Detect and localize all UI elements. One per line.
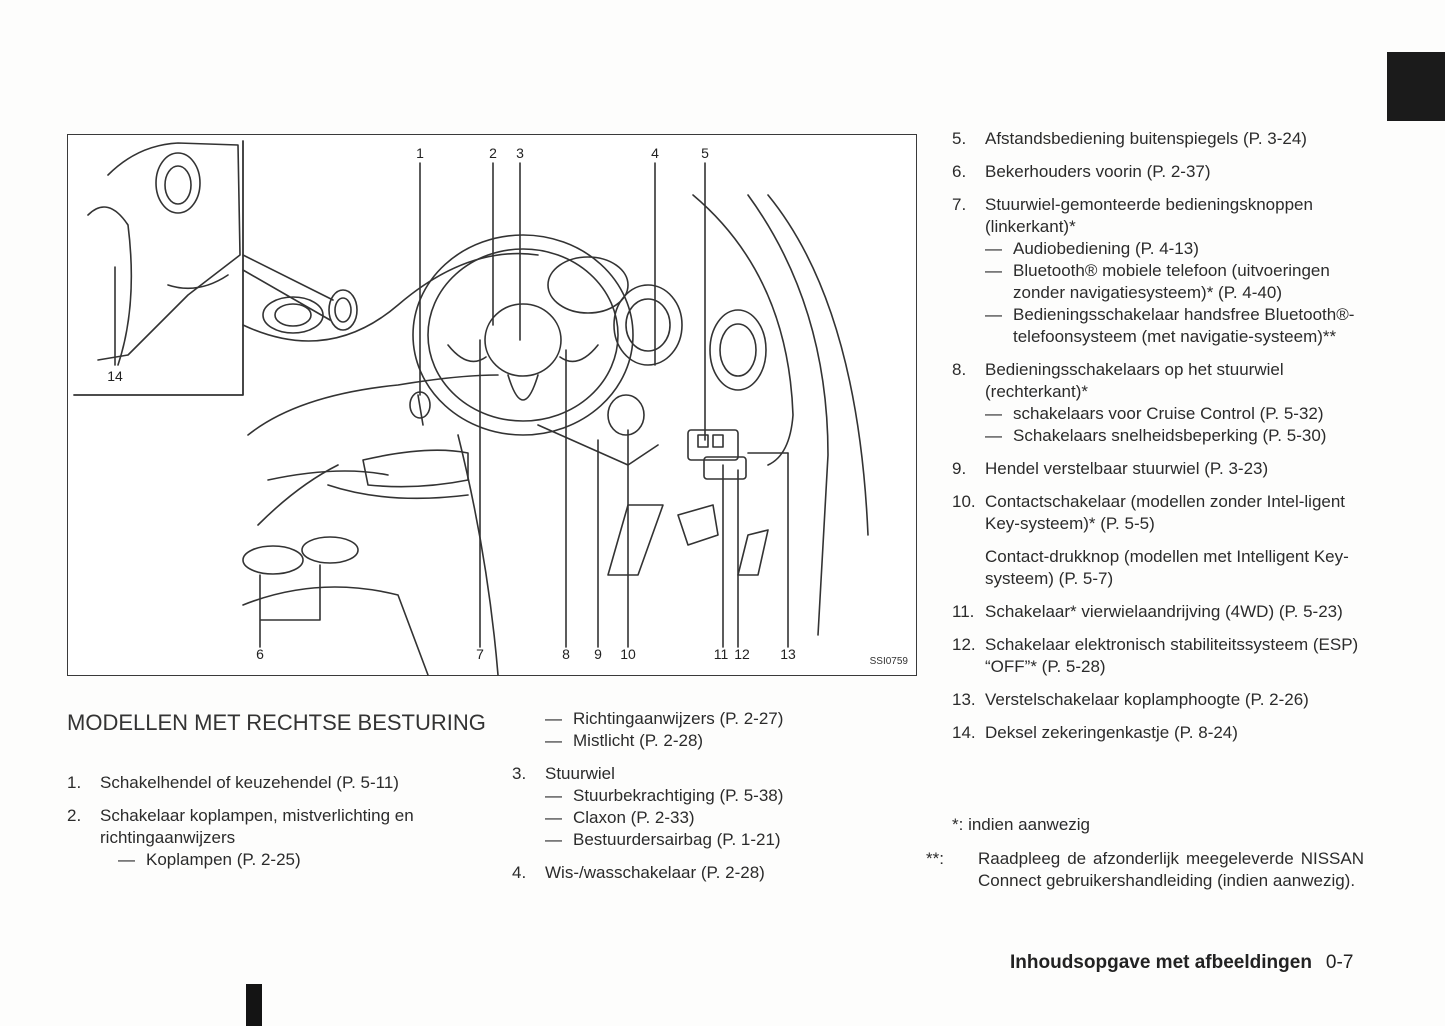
list-item-4 bbox=[512, 862, 832, 884]
list-item-9 bbox=[952, 458, 1364, 480]
sub-item: — Schakelaars snelheidsbeperking (P. 5-30) bbox=[985, 426, 1327, 445]
callout-9: 9 bbox=[594, 646, 602, 662]
callout-13: 13 bbox=[780, 646, 796, 662]
item-text: Bekerhouders voorin (P. 2-37) bbox=[985, 162, 1211, 181]
sub-list bbox=[545, 708, 832, 752]
item-text: Schakelaar elektronisch stabiliteitssysteem (ESP) “OFF”* (P. 5-28) bbox=[985, 635, 1359, 676]
item-number: 13. bbox=[952, 690, 976, 709]
item-text: Afstandsbediening buitenspiegels (P. 3-24) bbox=[985, 129, 1307, 148]
list-right-column bbox=[952, 128, 1364, 755]
footnote-text: indien aanwezig bbox=[968, 815, 1090, 834]
item-text: Bedieningsschakelaars op het stuurwiel (rechterkant)* bbox=[985, 360, 1284, 401]
callout-2: 2 bbox=[489, 145, 497, 161]
list-item-12 bbox=[952, 634, 1364, 678]
list-item-6 bbox=[952, 161, 1364, 183]
page-edge-bar bbox=[246, 984, 262, 1026]
item-number: 3. bbox=[512, 764, 527, 783]
item-number: 14. bbox=[952, 723, 976, 742]
footnote-key: *: bbox=[952, 815, 964, 834]
item-text: Wis-/wasschakelaar (P. 2-28) bbox=[545, 863, 765, 882]
footnote-key: **: bbox=[926, 849, 944, 868]
sub-item: — Audiobediening (P. 4-13) bbox=[985, 239, 1199, 258]
sub-item: — Richtingaanwijzers (P. 2-27) bbox=[545, 709, 784, 728]
item-number: 1. bbox=[67, 773, 82, 792]
item-text: Contactschakelaar (modellen zonder Intel-ligent Key-systeem)* (P. 5-5) bbox=[985, 492, 1346, 533]
list-item-2 bbox=[67, 805, 447, 871]
sub-item: — Mistlicht (P. 2-28) bbox=[545, 731, 704, 750]
footnote-single-star bbox=[952, 814, 1364, 836]
figure-code: SSI0759 bbox=[869, 656, 908, 667]
item-text: Schakelaar koplampen, mistverlichting en richtingaanwijzers bbox=[100, 806, 414, 847]
item-number: 11. bbox=[952, 602, 975, 621]
item-number: 6. bbox=[952, 162, 967, 181]
section-heading: MODELLEN MET RECHTSE BESTURING bbox=[67, 710, 486, 735]
item-text: Schakelhendel of keuzehendel (P. 5-11) bbox=[100, 773, 399, 792]
item-number: 12. bbox=[952, 635, 976, 654]
sub-list bbox=[545, 785, 832, 851]
item-number: 9. bbox=[952, 459, 967, 478]
callout-1: 1 bbox=[416, 145, 424, 161]
sub-list bbox=[100, 849, 447, 871]
callout-14: 14 bbox=[107, 368, 123, 384]
item-number: 7. bbox=[952, 195, 967, 214]
list-item-14 bbox=[952, 722, 1364, 744]
item-text: Deksel zekeringenkastje (P. 8-24) bbox=[985, 723, 1238, 742]
callout-8: 8 bbox=[562, 646, 570, 662]
list-item-13 bbox=[952, 689, 1364, 711]
item-text: Stuurwiel-gemonteerde bedieningsknoppen (linkerkant)* bbox=[985, 195, 1313, 236]
item-extra-text: Contact-drukknop (modellen met Intelligent Key-systeem) (P. 5-7) bbox=[985, 547, 1349, 588]
dashboard-illustration bbox=[67, 134, 917, 676]
list-item-10 bbox=[952, 491, 1364, 590]
sub-list bbox=[985, 403, 1364, 447]
chapter-tab-marker bbox=[1387, 52, 1445, 121]
footnote-double-star bbox=[926, 848, 1364, 892]
item-number: 2. bbox=[67, 806, 82, 825]
callout-5: 5 bbox=[701, 145, 709, 161]
sub-item: — Stuurbekrachtiging (P. 5-38) bbox=[545, 786, 784, 805]
item-text: Hendel verstelbaar stuurwiel (P. 3-23) bbox=[985, 459, 1269, 478]
list-middle-column bbox=[512, 708, 832, 895]
list-item-2-continued bbox=[512, 708, 832, 752]
callout-7: 7 bbox=[476, 646, 484, 662]
item-number: 4. bbox=[512, 863, 527, 882]
footer-title: Inhoudsopgave met afbeeldingen bbox=[1010, 952, 1312, 973]
page-footer bbox=[1010, 952, 1353, 974]
sub-item: — Claxon (P. 2-33) bbox=[545, 808, 695, 827]
item-text: Stuurwiel bbox=[545, 764, 615, 783]
item-number: 5. bbox=[952, 129, 967, 148]
callout-11: 11 bbox=[713, 646, 729, 662]
item-number: 10. bbox=[952, 492, 976, 511]
callout-4: 4 bbox=[651, 145, 659, 161]
callout-10: 10 bbox=[620, 646, 636, 662]
list-item-3 bbox=[512, 763, 832, 851]
list-item-8 bbox=[952, 359, 1364, 447]
sub-item: — Koplampen (P. 2-25) bbox=[118, 850, 301, 869]
sub-item: — Bluetooth® mobiele telefoon (uitvoeringen zonder navigatiesysteem)* (P. 4-40) bbox=[985, 261, 1330, 302]
list-left-column bbox=[67, 772, 447, 882]
footnote-text: Raadpleeg de afzonderlijk meegeleverde NISSAN Connect gebruikershandleiding (indien aanwezig). bbox=[978, 849, 1364, 890]
list-item-11 bbox=[952, 601, 1364, 623]
sub-item: — Bedieningsschakelaar handsfree Bluetooth®-telefoonsysteem (met navigatie-systeem)** bbox=[985, 305, 1355, 346]
item-text: Schakelaar* vierwielaandrijving (4WD) (P. 5-23) bbox=[985, 602, 1343, 621]
callout-6: 6 bbox=[256, 646, 264, 662]
list-item-5 bbox=[952, 128, 1364, 150]
sub-item: — Bestuurdersairbag (P. 1-21) bbox=[545, 830, 781, 849]
sub-list bbox=[985, 238, 1364, 348]
page-number: 0-7 bbox=[1325, 952, 1354, 973]
item-number: 8. bbox=[952, 360, 967, 379]
list-item-7 bbox=[952, 194, 1364, 348]
callout-3: 3 bbox=[516, 145, 524, 161]
sub-item: — schakelaars voor Cruise Control (P. 5-32) bbox=[985, 404, 1324, 423]
list-item-1 bbox=[67, 772, 447, 794]
callout-12: 12 bbox=[734, 646, 750, 662]
dashboard-line-drawing bbox=[68, 135, 918, 677]
item-text: Verstelschakelaar koplamphoogte (P. 2-26) bbox=[985, 690, 1309, 709]
